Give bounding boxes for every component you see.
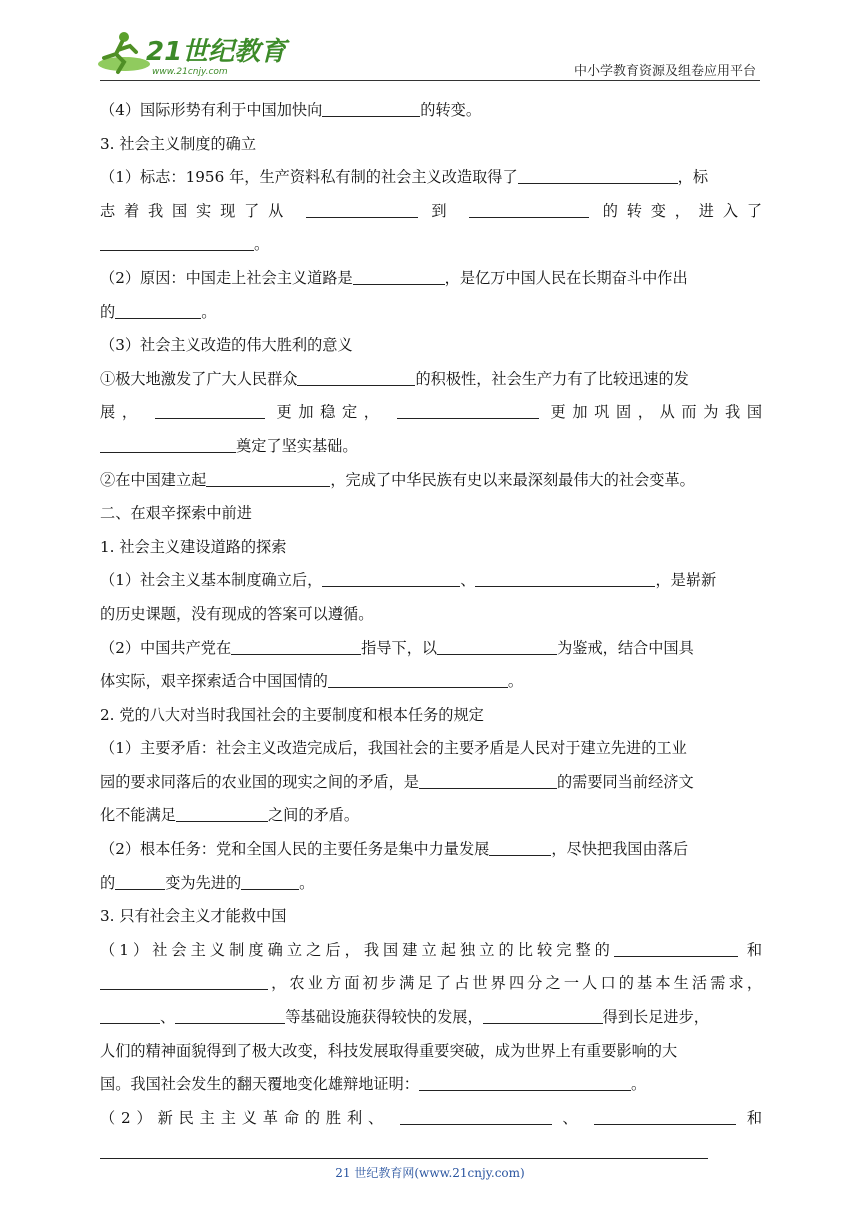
text-line: ②在中国建立起 ，完成了中华民族有史以来最深刻最伟大的社会变革。: [100, 464, 762, 498]
section-heading: 3. 只有社会主义才能救中国: [100, 907, 287, 926]
text-line: （2）原因：中国走上社会主义道路是 ，是亿万中国人民在长期奋斗中作出: [100, 262, 762, 296]
fill-blank[interactable]: [400, 1106, 552, 1125]
fill-blank[interactable]: [614, 938, 738, 957]
fill-blank[interactable]: [231, 636, 361, 655]
text-line: 体实际，艰辛探索适合中国国情的 。: [100, 665, 762, 699]
fill-blank[interactable]: [100, 232, 254, 251]
header-divider: [100, 80, 760, 81]
fill-blank[interactable]: [483, 1005, 603, 1024]
fill-blank[interactable]: [322, 98, 420, 117]
fill-blank[interactable]: [100, 434, 236, 453]
text-line: （4）国际形势有利于中国加快向 的转变。: [100, 94, 762, 128]
fill-blank[interactable]: [437, 636, 557, 655]
text-line: （1）标志：1956 年，生产资料私有制的社会主义改造取得了 ，标: [100, 161, 762, 195]
text-line: 化不能满足 之间的矛盾。: [100, 799, 762, 833]
text-line: （3）社会主义改造的伟大胜利的意义: [100, 336, 353, 355]
text-line: 展， 更加稳定， 更加巩固，从而为我国: [100, 396, 762, 430]
svg-text:21世纪教育: 21世纪教育: [146, 37, 287, 67]
svg-text:www.21cnjy.com: www.21cnjy.com: [152, 67, 228, 77]
text-line: ，农业方面初步满足了占世界四分之一人口的基本生活需求，: [100, 967, 762, 1001]
text-line: （2）中国共产党在 指导下，以 为鉴戒，结合中国具: [100, 632, 762, 666]
fill-blank[interactable]: [322, 568, 460, 587]
section-heading: 1. 社会主义建设道路的探索: [100, 537, 287, 556]
text-line: 。: [100, 228, 762, 262]
fill-blank[interactable]: [469, 199, 589, 218]
fill-blank[interactable]: [518, 165, 678, 184]
fill-blank[interactable]: [489, 837, 551, 856]
fill-blank[interactable]: [419, 770, 557, 789]
text-line: 园的要求同落后的农业国的现实之间的矛盾，是 的需要同当前经济文: [100, 766, 762, 800]
fill-blank[interactable]: [397, 400, 539, 419]
fill-blank[interactable]: [241, 871, 299, 890]
text-line: 、 等基础设施获得较快的发展， 得到长足进步，: [100, 1001, 762, 1035]
fill-blank[interactable]: [175, 1005, 285, 1024]
text-line: 人们的精神面貌得到了极大改变，科技发展取得重要突破，成为世界上有重要影响的大: [100, 1041, 678, 1060]
fill-blank[interactable]: [100, 1005, 160, 1024]
fill-blank[interactable]: [306, 199, 418, 218]
fill-blank[interactable]: [176, 803, 268, 822]
site-logo: [96, 28, 287, 80]
text-line: （1）社会主义制度确立之后，我国建立起独立的比较完整的 和: [100, 934, 762, 968]
text-line: 的 。: [100, 296, 762, 330]
fill-blank[interactable]: [419, 1072, 631, 1091]
fill-blank[interactable]: [353, 266, 445, 285]
document-body: [100, 94, 762, 1135]
header-slogan: 中小学教育资源及组卷应用平台: [573, 64, 756, 79]
text-line: （2）根本任务：党和全国人民的主要任务是集中力量发展 ，尽快把我国由落后: [100, 833, 762, 867]
fill-blank[interactable]: [297, 367, 415, 386]
section-heading: 3. 社会主义制度的确立: [100, 134, 257, 153]
footer-link[interactable]: 21 世纪教育网(www.21cnjy.com): [335, 1166, 525, 1180]
footer-divider: [100, 1158, 708, 1159]
text-line: （1）主要矛盾：社会主义改造完成后，我国社会的主要矛盾是人民对于建立先进的工业: [100, 739, 687, 758]
page-header: [0, 0, 860, 84]
fill-blank[interactable]: [475, 568, 655, 587]
text-line: 国。我国社会发生的翻天覆地变化雄辩地证明： 。: [100, 1068, 762, 1102]
fill-blank[interactable]: [328, 669, 508, 688]
fill-blank[interactable]: [115, 871, 165, 890]
text-line: （1）社会主义基本制度确立后， 、 ，是崭新: [100, 564, 762, 598]
fill-blank[interactable]: [115, 300, 201, 319]
section-heading: 2. 党的八大对当时我国社会的主要制度和根本任务的规定: [100, 705, 484, 724]
fill-blank[interactable]: [155, 400, 265, 419]
text-line: ①极大地激发了广大人民群众 的积极性，社会生产力有了比较迅速的发: [100, 363, 762, 397]
text-line: 的历史课题，没有现成的答案可以遵循。: [100, 604, 374, 623]
text-line: （2）新民主主义革命的胜利、 、 和: [100, 1102, 762, 1136]
fill-blank[interactable]: [594, 1106, 736, 1125]
fill-blank[interactable]: [206, 468, 330, 487]
fill-blank[interactable]: [100, 971, 268, 990]
text-line: 奠定了坚实基础。: [100, 430, 762, 464]
section-heading: 二、在艰辛探索中前进: [100, 504, 252, 523]
text-line: 志着我国实现了从 到 的转变，进入了: [100, 195, 762, 229]
text-line: 的 变为先进的 。: [100, 867, 762, 901]
